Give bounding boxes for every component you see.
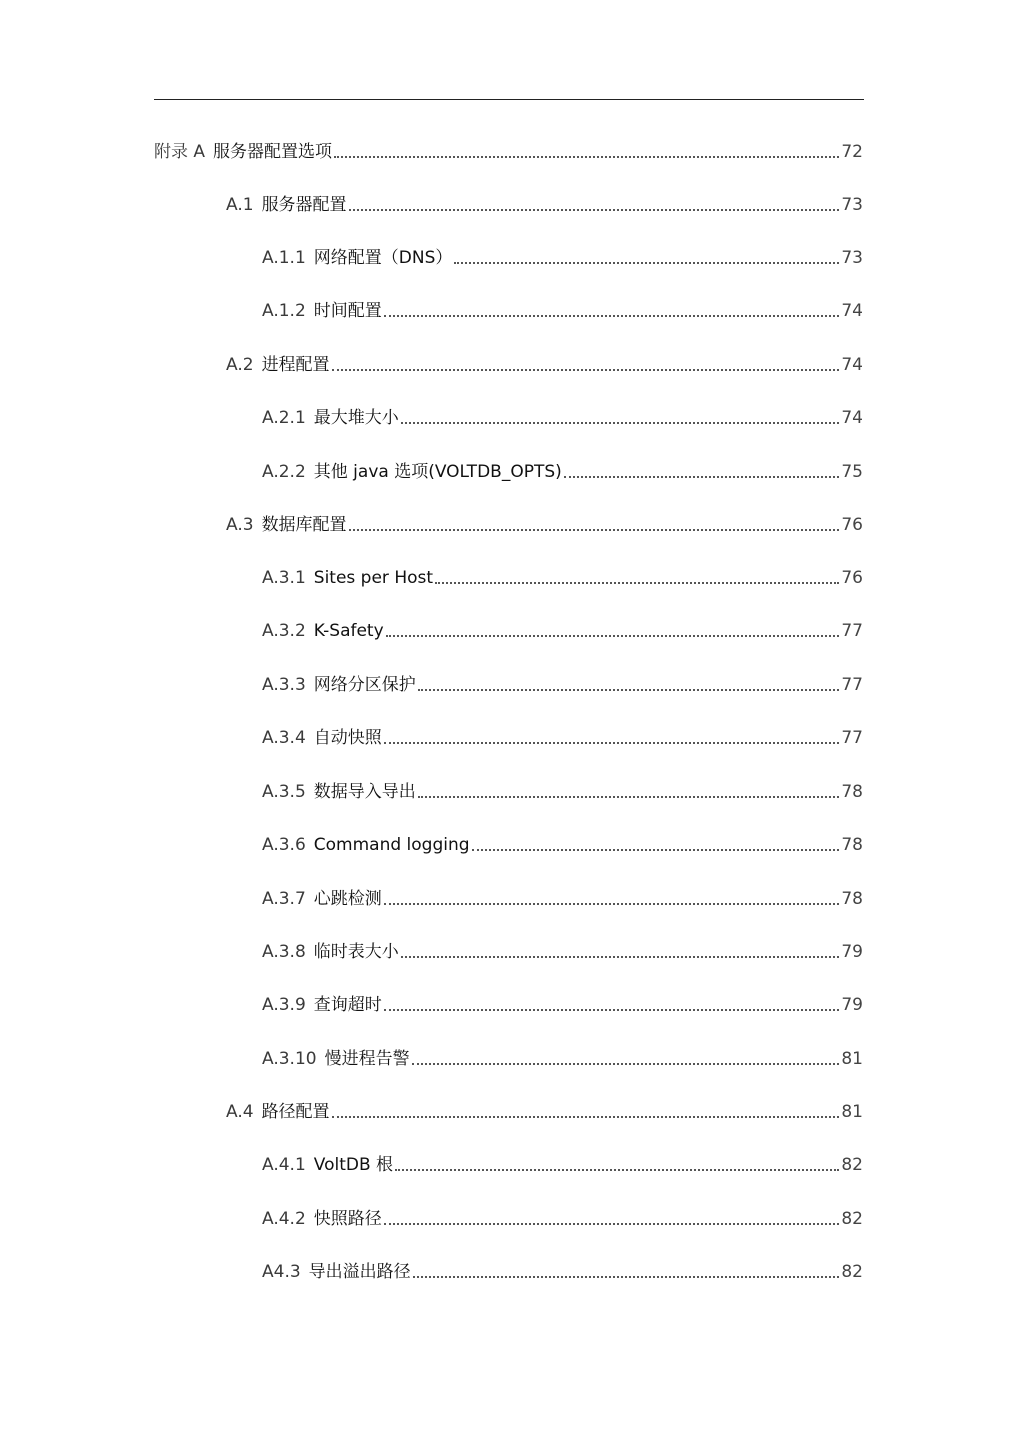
toc-entry-a1[interactable]: [226, 190, 863, 216]
toc-entry-a3-3[interactable]: [262, 670, 863, 696]
toc-entry-a3-5[interactable]: [262, 777, 863, 803]
toc-dot-leader: [418, 689, 840, 691]
toc-entry-title: K-Safety: [313, 621, 384, 641]
toc-entry-number: A.3.8: [262, 942, 306, 962]
toc-dot-leader: [386, 635, 840, 637]
toc-entry-page: 82: [841, 1209, 863, 1229]
toc-dot-leader: [334, 156, 839, 158]
toc-entry-number: A.3.1: [262, 568, 306, 588]
toc-entry-a2-1[interactable]: [262, 403, 863, 429]
toc-entry-page: 78: [841, 782, 863, 802]
toc-dot-leader: [454, 262, 839, 264]
toc-entry-title: Command logging: [313, 835, 470, 855]
toc-entry-page: 81: [841, 1102, 863, 1122]
toc-entry-page: 81: [841, 1049, 863, 1069]
toc-entry-title: 网络分区保护: [313, 675, 416, 695]
toc-entry-number: A.3.5: [262, 782, 306, 802]
toc-entry-a1-1[interactable]: [262, 243, 863, 269]
toc-entry-title: 心跳检测: [313, 889, 382, 909]
toc-entry-title: 快照路径: [313, 1209, 382, 1229]
toc-entry-appendix-a[interactable]: [154, 137, 863, 163]
toc-dot-leader: [413, 1276, 840, 1278]
toc-entry-a4[interactable]: [226, 1097, 863, 1123]
toc-entry-page: 79: [841, 995, 863, 1015]
toc-entry-number: A.3: [226, 515, 254, 535]
toc-entry-title: 进程配置: [261, 355, 330, 375]
toc-entry-title: Sites per Host: [313, 568, 434, 588]
toc-entry-title: 自动快照: [313, 728, 382, 748]
toc-entry-number: A.1.1: [262, 248, 306, 268]
toc-entry-a4-3[interactable]: [262, 1257, 863, 1283]
toc-entry-title: 数据导入导出: [313, 782, 416, 802]
toc-entry-page: 76: [841, 515, 863, 535]
toc-dot-leader: [395, 1169, 839, 1171]
toc-entry-number: A.1: [226, 195, 254, 215]
toc-dot-leader: [349, 209, 840, 211]
toc-dot-leader: [332, 1116, 840, 1118]
toc-entry-title: 临时表大小: [313, 942, 399, 962]
toc-entry-page: 73: [841, 195, 863, 215]
toc-entry-number: A.3.7: [262, 889, 306, 909]
toc-entry-title: 最大堆大小: [313, 408, 399, 428]
toc-entry-a3-2[interactable]: [262, 616, 863, 642]
toc-entry-a3[interactable]: [226, 510, 863, 536]
toc-entry-number: A.4.1: [262, 1155, 306, 1175]
toc-dot-leader: [384, 903, 840, 905]
toc-entry-page: 77: [841, 621, 863, 641]
toc-dot-leader: [401, 956, 840, 958]
toc-entry-a3-4[interactable]: [262, 723, 863, 749]
toc-entry-title: 导出溢出路径: [308, 1262, 411, 1282]
toc-entry-page: 76: [841, 568, 863, 588]
toc-entry-number: 附录 A: [154, 142, 206, 162]
toc-entry-a2-2[interactable]: [262, 457, 863, 483]
toc-entry-title: 服务器配置选项: [213, 142, 333, 162]
toc-dot-leader: [412, 1063, 840, 1065]
toc-entry-page: 78: [841, 889, 863, 909]
toc-dot-leader: [384, 1223, 840, 1225]
toc-entry-number: A.2: [226, 355, 254, 375]
toc-entry-title: 查询超时: [313, 995, 382, 1015]
toc-entry-number: A.2.2: [262, 462, 306, 482]
toc-entry-page: 78: [841, 835, 863, 855]
toc-entry-title: 网络配置（DNS）: [313, 248, 453, 268]
toc-entry-a3-1[interactable]: [262, 563, 863, 589]
toc-dot-leader: [384, 315, 840, 317]
toc-entry-title: 慢进程告警: [324, 1049, 410, 1069]
toc-entry-page: 75: [841, 462, 863, 482]
toc-entry-page: 82: [841, 1155, 863, 1175]
toc-entry-title: 数据库配置: [261, 515, 347, 535]
toc-entry-page: 74: [841, 355, 863, 375]
toc-entry-a4-1[interactable]: [262, 1150, 863, 1176]
toc-dot-leader: [418, 796, 840, 798]
toc-entry-page: 72: [841, 142, 863, 162]
toc-entry-number: A.3.4: [262, 728, 306, 748]
toc-entry-number: A.4: [226, 1102, 254, 1122]
toc-entry-title: 路径配置: [261, 1102, 330, 1122]
header-rule: [154, 99, 864, 100]
toc-dot-leader: [332, 369, 840, 371]
toc-entry-page: 74: [841, 301, 863, 321]
toc-entry-a3-9[interactable]: [262, 990, 863, 1016]
toc-entry-a3-6[interactable]: [262, 830, 863, 856]
toc-dot-leader: [401, 422, 840, 424]
toc-entry-page: 82: [841, 1262, 863, 1282]
toc-dot-leader: [564, 476, 840, 478]
toc-entry-a3-8[interactable]: [262, 937, 863, 963]
toc-entry-a3-7[interactable]: [262, 884, 863, 910]
toc-entry-title: 服务器配置: [261, 195, 347, 215]
toc-entry-number: A4.3: [262, 1262, 301, 1282]
toc-entry-page: 77: [841, 728, 863, 748]
toc-entry-number: A.3.9: [262, 995, 306, 1015]
toc-entry-title: VoltDB 根: [313, 1155, 394, 1175]
toc-entry-title: 时间配置: [313, 301, 382, 321]
toc-dot-leader: [384, 742, 840, 744]
toc-dot-leader: [384, 1009, 840, 1011]
toc-entry-title: 其他 java 选项(VOLTDB_OPTS): [313, 462, 562, 482]
toc-entry-number: A.1.2: [262, 301, 306, 321]
toc-entry-number: A.3.3: [262, 675, 306, 695]
toc-entry-number: A.3.2: [262, 621, 306, 641]
toc-entry-page: 77: [841, 675, 863, 695]
toc-entry-a4-2[interactable]: [262, 1204, 863, 1230]
toc-entry-number: A.3.6: [262, 835, 306, 855]
toc-entry-page: 74: [841, 408, 863, 428]
toc-entry-a2[interactable]: [226, 350, 863, 376]
toc-dot-leader: [349, 529, 840, 531]
toc-entry-number: A.4.2: [262, 1209, 306, 1229]
toc-entry-a3-10[interactable]: [262, 1044, 863, 1070]
toc-dot-leader: [435, 582, 839, 584]
toc-entry-page: 79: [841, 942, 863, 962]
toc-entry-number: A.2.1: [262, 408, 306, 428]
toc-entry-page: 73: [841, 248, 863, 268]
toc-entry-a1-2[interactable]: [262, 296, 863, 322]
toc-entry-number: A.3.10: [262, 1049, 317, 1069]
toc-dot-leader: [472, 849, 840, 851]
